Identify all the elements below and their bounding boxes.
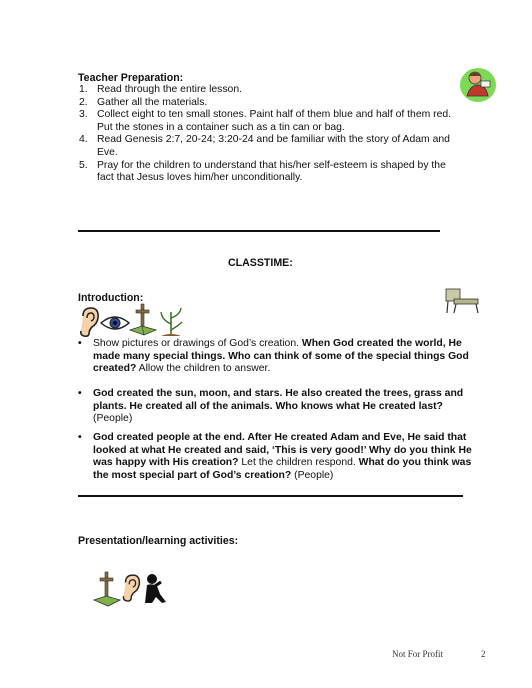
introduction-heading: Introduction: <box>78 292 144 304</box>
list-item: 3. Collect eight to ten small stones. Paint half of them blue and half of them red. Put the stones in a container such as a tin can or bag. <box>79 109 452 133</box>
eye-icon <box>100 314 130 332</box>
ear-icon <box>120 572 142 604</box>
list-item: 4. Read Genesis 2:7, 20-24; 3:20-24 and be familiar with the story of Adam and Eve. <box>79 134 450 158</box>
teacher-prep-list <box>78 84 463 185</box>
list-item: • Show pictures or drawings of God’s creation. When God created the world, He made many special things. Who can think of some of the special things God created? Allow the children to answer. <box>78 338 469 375</box>
ear-icon <box>77 306 101 338</box>
classtime-heading: CLASSTIME: <box>228 257 293 269</box>
introduction-list <box>78 432 478 482</box>
introduction-list <box>78 388 478 426</box>
list-item: 1. Read through the entire lesson. <box>79 84 242 95</box>
presentation-heading: Presentation/learning activities: <box>78 535 239 547</box>
footer-label: Not For Profit <box>392 649 444 659</box>
list-item: 2. Gather all the materials. <box>79 96 208 108</box>
divider <box>78 230 440 232</box>
bible-cross-icon <box>128 302 158 338</box>
teacher-icon <box>458 66 498 104</box>
list-item: • God created people at the end. After He created Adam and Eve, He said that looked at what He created and said, ‘This is very good!’ Why do you think He was happy with His creation? Let the children respond. What do you think was the most special part of God’s creation? (People) <box>78 432 472 481</box>
list-item: 5. Pray for the children to understand that his/her self-esteem is shaped by the fact that Jesus loves him/her unconditionally. <box>79 159 446 184</box>
page-number: 2 <box>481 649 486 659</box>
introduction-list <box>78 338 478 376</box>
bible-cross-icon <box>93 570 121 608</box>
list-item: • God created the sun, moon, and stars. He also created the trees, grass and plants. He created all of the animals. Who knows what He created last? (People) <box>78 388 464 425</box>
teacher-prep-heading: Teacher Preparation: <box>78 72 184 84</box>
praying-child-icon <box>142 572 168 606</box>
divider <box>78 495 463 497</box>
school-desk-icon <box>442 285 482 315</box>
plant-icon <box>158 304 184 338</box>
